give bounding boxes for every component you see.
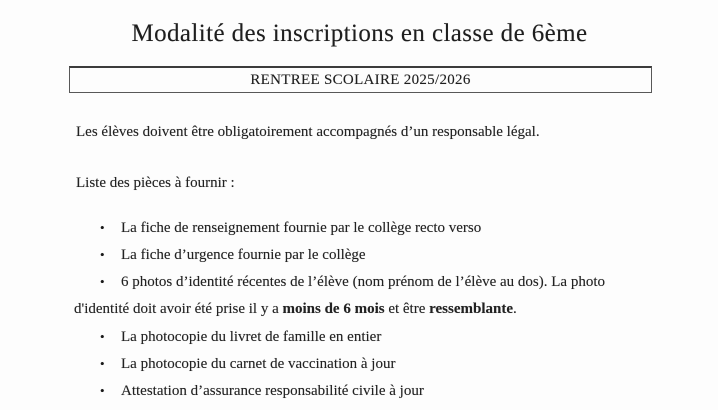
list-item [100,329,381,346]
bullet-icon: • [100,356,105,371]
continuation-text: et être [384,301,430,317]
list-item [100,220,481,237]
list-item [100,247,366,264]
list-item-text: La fiche de renseignement fournie par le collège recto verso [121,220,482,236]
list-item-continuation [74,301,517,318]
bullet-icon: • [100,274,105,289]
list-item-text: La fiche d’urgence fournie par le collège [121,247,366,263]
bullet-icon: • [100,383,105,398]
page-title: Modalité des inscriptions en classe de 6ème [131,20,588,47]
intro-paragraph: Les élèves doivent être obligatoirement accompagnés d’un responsable légal. [76,124,540,140]
continuation-text: . [513,301,517,317]
list-heading: Liste des pièces à fournir : [76,175,235,191]
bullet-icon: • [100,329,105,344]
list-item [100,383,424,400]
list-item-text: 6 photos d’identité récentes de l’élève (nom prénom de l’élève au dos). La photo [121,274,605,290]
bold-phrase: moins de 6 mois [282,301,385,317]
banner-box [69,66,652,93]
list-item [100,274,605,291]
banner-text: RENTREE SCOLAIRE 2025/2026 [250,71,471,88]
bold-phrase: ressemblante [429,301,514,317]
list-item-text: La photocopie du carnet de vaccination à jour [121,356,396,372]
continuation-text: d'identité doit avoir été prise il y a [74,301,283,317]
list-item-text: Attestation d’assurance responsabilité civile à jour [121,383,424,399]
list-item [100,356,395,373]
bullet-icon: • [100,220,105,235]
bullet-icon: • [100,247,105,262]
list-item-text: La photocopie du livret de famille en entier [121,329,382,345]
